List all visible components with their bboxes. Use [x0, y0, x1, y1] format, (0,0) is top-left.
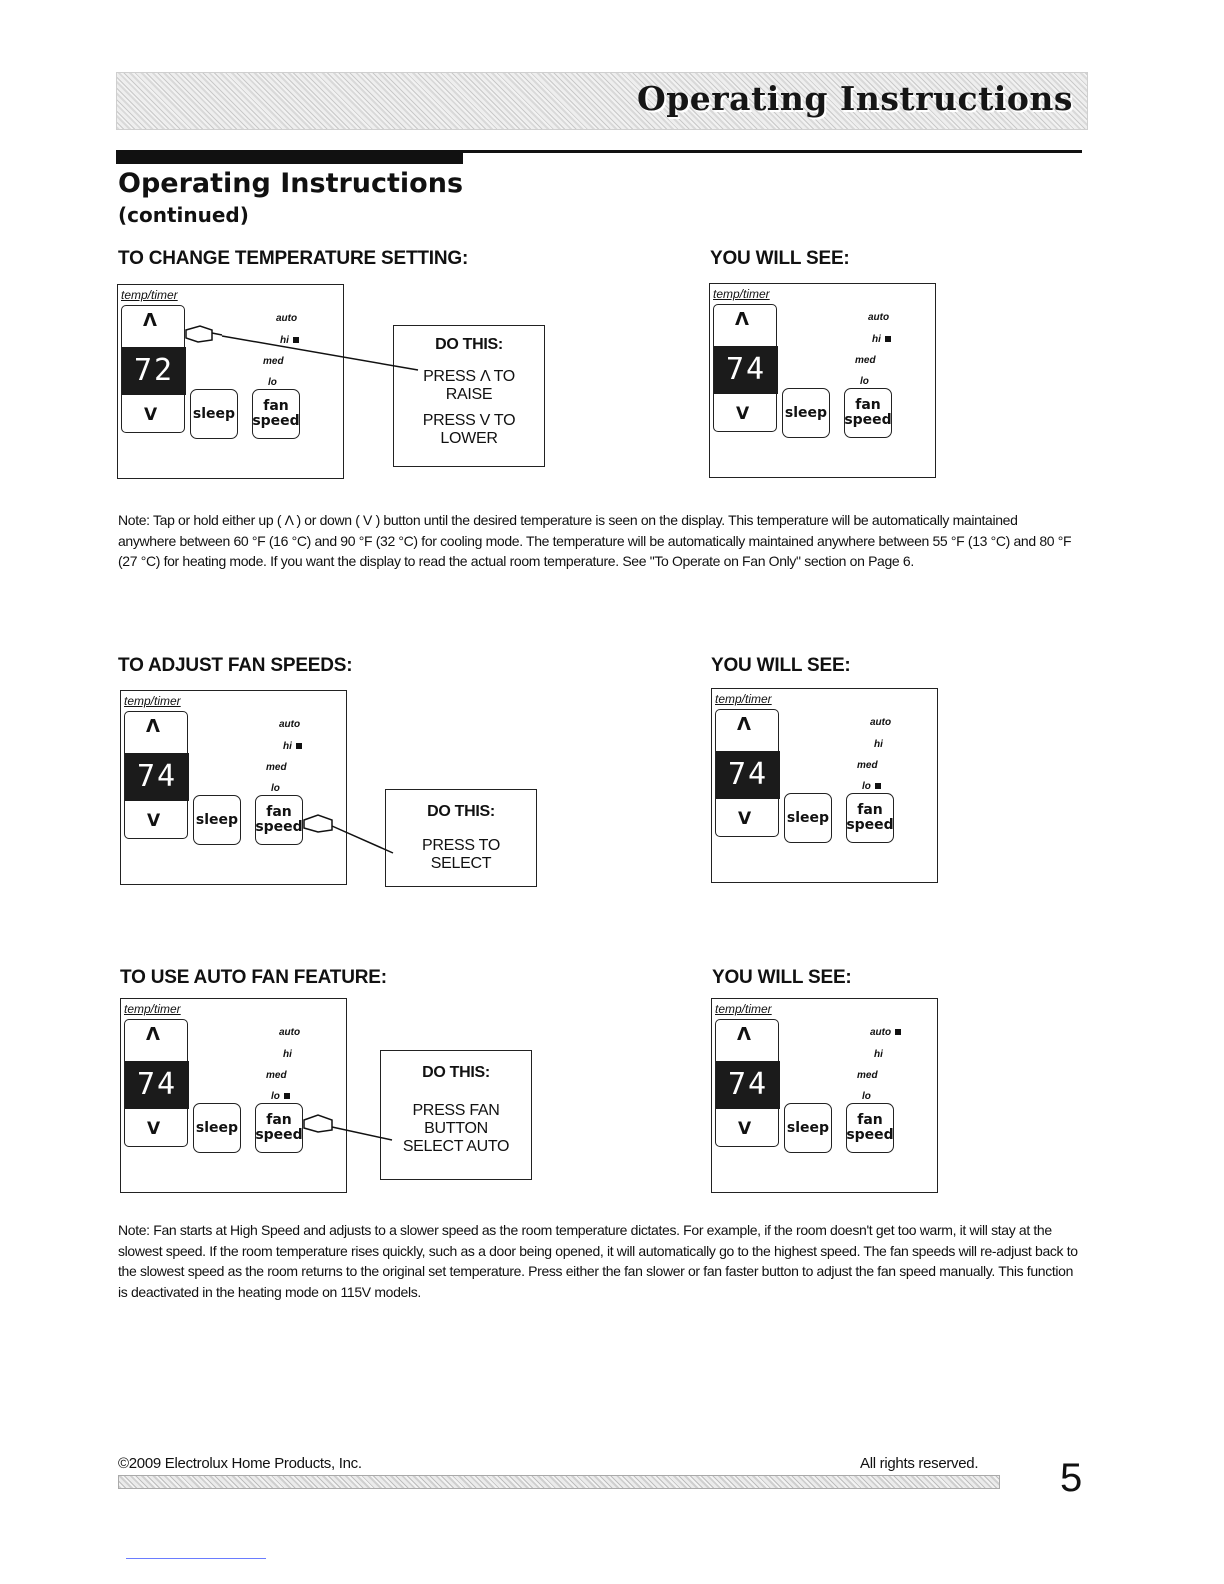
- mode-auto: auto: [276, 313, 298, 324]
- fan-label: fan: [857, 1112, 883, 1128]
- temp-timer-label: temp/timer: [713, 287, 770, 301]
- up-arrow-button[interactable]: Λ: [735, 309, 749, 330]
- fan-label: fan: [266, 1112, 292, 1128]
- temp-timer-label: temp/timer: [715, 1002, 772, 1016]
- speed-label: speed: [846, 1127, 894, 1143]
- mode-hi: hi: [283, 741, 302, 752]
- page-number: 5: [1060, 1456, 1083, 1500]
- mode-med: med: [857, 1070, 878, 1081]
- note-temperature: Note: Tap or hold either up ( Λ ) or down ( V ) button until the desired temperature is seen on the display. This temperature will be automatically maintained anywhere between 60 °F (16 °C) and 90 °F (32 °C) for cooling mode. The temperature will be automatically maintained anywhere between 55 °F (13 °C) and 80 °F (27 °C) for heating mode. If you want the display to read the actual room temperature. See "To Operate on Fan Only" section on Page 6.: [118, 512, 1072, 569]
- temp-timer-label: temp/timer: [715, 692, 772, 706]
- temperature-display: 74: [716, 751, 780, 799]
- temperature-display: 74: [125, 1061, 189, 1109]
- page-title: Operating Instructions: [118, 168, 464, 199]
- note-auto-fan: Note: Fan starts at High Speed and adjusts to a slower speed as the room temperature dictates. For example, if the room doesn't get too warm, it will stay at the slowest speed. If the room temperature rises quickly, such as a door being opened, it will automatically go to the highest speed. The fan speeds will re-adjust back to the slowest speed as the room returns to the original set temperature. Press either the fan slower or fan faster button to adjust the fan speed manually. This function is deactivated in the heating mode on 115V models.: [118, 1222, 1078, 1300]
- mode-lo: lo: [862, 781, 881, 792]
- fan-label: fan: [266, 804, 292, 820]
- do-this-title: DO THIS:: [435, 336, 503, 353]
- speed-label: speed: [255, 1127, 303, 1143]
- sleep-button-label: sleep: [784, 404, 828, 421]
- mode-hi: hi: [283, 1049, 292, 1060]
- temp-timer-label: temp/timer: [124, 1002, 181, 1016]
- temperature-display: 72: [122, 347, 186, 395]
- mode-auto: auto: [279, 1027, 301, 1038]
- down-arrow-button[interactable]: V: [738, 809, 752, 829]
- fan-label: fan: [857, 802, 883, 818]
- pointing-hand-icon: [304, 815, 332, 832]
- speed-label: speed: [252, 413, 300, 429]
- temperature-display: 74: [714, 346, 778, 394]
- do-this-title: DO THIS:: [422, 1064, 490, 1081]
- instruction-line: BUTTON: [424, 1120, 488, 1137]
- result-heading-adjust-fan: YOU WILL SEE:: [711, 655, 851, 676]
- mode-med: med: [263, 356, 284, 367]
- up-arrow-button[interactable]: Λ: [143, 310, 157, 331]
- up-arrow-button[interactable]: Λ: [737, 1024, 751, 1045]
- mode-hi: hi: [872, 334, 891, 345]
- temperature-display: 74: [125, 753, 189, 801]
- mode-auto: auto: [870, 1027, 901, 1038]
- mode-med: med: [266, 762, 287, 773]
- mode-med: med: [857, 760, 878, 771]
- instruction-line: RAISE: [445, 386, 493, 403]
- mode-lo: lo: [860, 376, 869, 387]
- up-arrow-button[interactable]: Λ: [737, 714, 751, 735]
- mode-hi: hi: [874, 739, 883, 750]
- up-arrow-button[interactable]: Λ: [146, 1024, 160, 1045]
- instruction-line: LOWER: [440, 430, 498, 447]
- instruction-line: PRESS FAN: [412, 1102, 500, 1119]
- pointing-hand-icon: [186, 326, 222, 342]
- mode-hi: hi: [874, 1049, 883, 1060]
- mode-auto: auto: [279, 719, 301, 730]
- sleep-button-label: sleep: [786, 1119, 830, 1136]
- speed-label: speed: [844, 412, 892, 428]
- footer-rights: All rights reserved.: [860, 1455, 979, 1472]
- down-arrow-button[interactable]: V: [736, 404, 750, 424]
- footer-link-underline: [126, 1558, 266, 1559]
- down-arrow-button[interactable]: V: [738, 1119, 752, 1139]
- speed-label: speed: [846, 817, 894, 833]
- mode-hi: hi: [280, 335, 299, 346]
- mode-lo: lo: [862, 1091, 871, 1102]
- result-heading-auto-fan: YOU WILL SEE:: [712, 967, 852, 988]
- footer-pattern-bar: [118, 1475, 1000, 1489]
- mode-auto: auto: [870, 717, 892, 728]
- section-heading-change-temperature: TO CHANGE TEMPERATURE SETTING:: [118, 248, 469, 269]
- sleep-button-label: sleep: [195, 1119, 239, 1136]
- temp-timer-label: temp/timer: [121, 288, 178, 302]
- do-this-title: DO THIS:: [427, 803, 495, 820]
- down-arrow-button[interactable]: V: [147, 1119, 161, 1139]
- fan-label: fan: [855, 397, 881, 413]
- pointing-hand-icon: [304, 1115, 332, 1132]
- banner-title: Operating Instructions: [636, 79, 1073, 118]
- footer-copyright: ©2009 Electrolux Home Products, Inc.: [118, 1455, 362, 1472]
- leader-line: [222, 336, 418, 370]
- mode-lo: lo: [271, 1091, 290, 1102]
- down-arrow-button[interactable]: V: [147, 811, 161, 831]
- sleep-button-label: sleep: [192, 405, 236, 422]
- mode-med: med: [266, 1070, 287, 1081]
- down-arrow-button[interactable]: V: [144, 405, 158, 425]
- mode-med: med: [855, 355, 876, 366]
- mode-auto: auto: [868, 312, 890, 323]
- sleep-button-label: sleep: [195, 811, 239, 828]
- instruction-line: PRESS Λ TO: [423, 368, 515, 385]
- sleep-button-label: sleep: [786, 809, 830, 826]
- mode-lo: lo: [271, 783, 280, 794]
- temperature-display: 74: [716, 1061, 780, 1109]
- fan-label: fan: [263, 398, 289, 414]
- instruction-line: PRESS TO: [422, 837, 500, 854]
- temp-timer-label: temp/timer: [124, 694, 181, 708]
- mode-lo: lo: [268, 377, 277, 388]
- page-subtitle: (continued): [118, 203, 249, 227]
- speed-label: speed: [255, 819, 303, 835]
- result-heading-change-temperature: YOU WILL SEE:: [710, 248, 850, 269]
- instruction-line: SELECT: [430, 855, 492, 872]
- leader-line: [332, 1127, 392, 1140]
- leader-line: [332, 826, 393, 853]
- section-heading-adjust-fan: TO ADJUST FAN SPEEDS:: [118, 655, 353, 676]
- section-heading-auto-fan: TO USE AUTO FAN FEATURE:: [120, 967, 387, 988]
- instruction-line: SELECT AUTO: [402, 1138, 510, 1155]
- up-arrow-button[interactable]: Λ: [146, 716, 160, 737]
- instruction-line: PRESS V TO: [422, 412, 516, 429]
